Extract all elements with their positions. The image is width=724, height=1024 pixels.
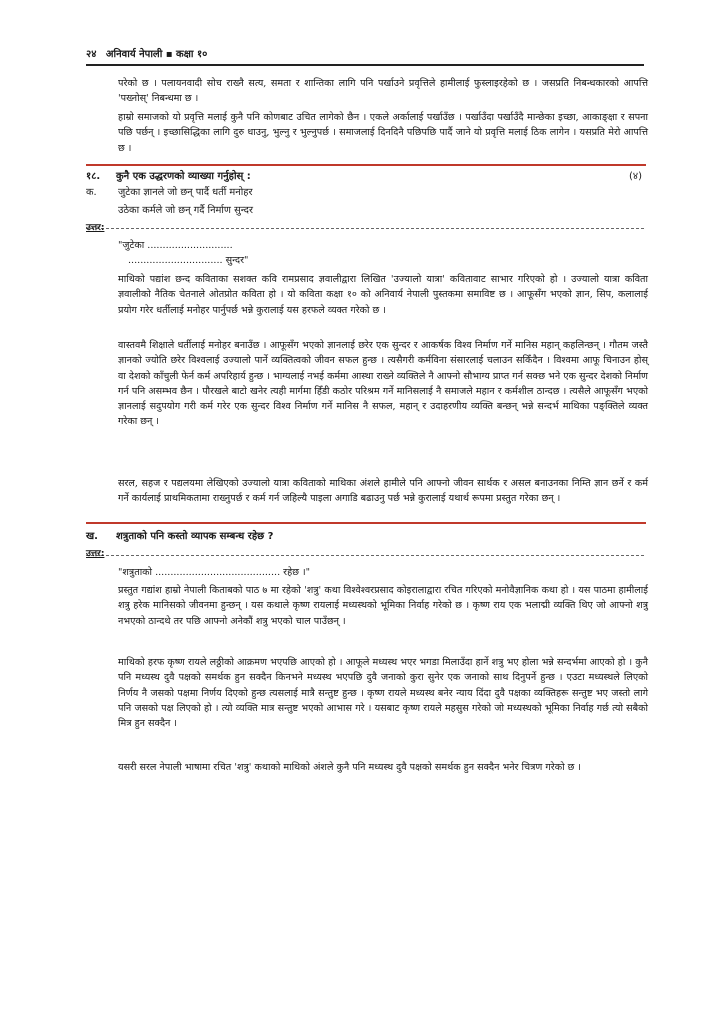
section-rule-kha [86, 522, 646, 524]
question-18 [86, 168, 642, 182]
question-kha-text: शत्रुताको पनि कस्तो व्यापक सम्बन्ध रहेछ ? [116, 531, 274, 542]
page-header [86, 46, 642, 64]
verse-line-2: उठेका कर्मले जो छन् गर्दै निर्माण सुन्दर [118, 205, 253, 216]
question-text: कुनै एक उद्धरणको व्याख्या गर्नुहोस् : [116, 171, 251, 182]
answer-kha-paragraph-1: प्रस्तुत गद्यांश हाम्रो नेपाली किताबको पाठ ७ मा रहेको 'शत्रु' कथा विश्वेश्वरप्रसाद कोइरालाद्वारा रचित गरिएको मनोवैज्ञानिक कथा हो । यस पाठमा हामीलाई शत्रु हरेक मानिसको जीवनमा हुन्छन् । यस कथाले कृष्ण रायलाई मध्यस्थको भूमिका निर्वाह गरेको छ । कृष्ण राय एक भलाद्मी व्यक्ति थिए जो आफ्नो शत्रु नभएको ठान्दथे तर पछि आफ्नो अनेकौं शत्रु भएको चाल पाउँछन् । [118, 585, 648, 627]
part-ka-label: क. [86, 187, 97, 198]
answer-label-ka: उत्तर: [86, 223, 105, 233]
answer-label-kha: उत्तर: [86, 549, 105, 559]
page-number: २४ [86, 49, 97, 60]
quote-end-ka: ............................... सुन्दर" [128, 255, 249, 266]
question-marks: (४) [628, 171, 642, 182]
quote-start-ka: "जुटेका ............................ [118, 240, 233, 251]
book-title: अनिवार्य नेपाली ▪ कक्षा १० [105, 49, 208, 60]
answer-rule-ka [86, 228, 644, 229]
header-rule [86, 64, 644, 66]
question-kha [86, 528, 642, 542]
answer-rule-kha [86, 555, 644, 556]
answer-ka-paragraph-3: सरल, सहज र पद्यलयमा लेखिएको उज्यालो यात्रा कविताको माथिका अंशले हामीले पनि आफ्नो जीवन सार्थक र असल बनाउनका निम्ति ज्ञान छर्ने र कर्म गर्ने कार्यलाई प्राथमिकतामा राख्नुपर्छ र कर्म गर्न जहिल्यै पाइला अगाडि बढाउनु पर्छ भन्ने कुरालाई यथार्थ रूपमा प्रस्तुत गरेका छन् । [118, 478, 648, 505]
part-kha-label: ख. [86, 531, 98, 542]
answer-ka-paragraph-1: माथिको पद्यांश छन्द कविताका सशक्त कवि रामप्रसाद ज्ञवालीद्वारा लिखित 'उज्यालो यात्रा' कवितावाट साभार गरिएको हो । उज्यालो यात्रा कविता ज्ञवालीको नैतिक चेतनाले ओतप्रोत कविता हो । यो कविता कक्षा १० को अनिवार्य नेपाली पुस्तकमा समाविष्ट छ । आफूसँग भएको ज्ञान, सिप, कलालाई प्रयोग गरेर धर्तीलाई मनोहर पार्नुपर्छ भन्ने कुरालाई यस हरफले व्यक्त गरेको छ । [118, 274, 648, 316]
answer-kha-paragraph-2: माथिको हरफ कृष्ण रायले लठ्ठीको आक्रमण भएपछि आएको हो । आफूले मध्यस्थ भएर भगडा मिलाउँदा हार्ने शत्रु भए होला भन्ने सन्दर्भमा आएको हो । कुनै पनि मध्यस्थ दुवै पक्षको समर्थक हुन सक्दैन किनभने मध्यस्थ भएपछि दुवै जनाको कुरा सुनेर एक जनाको साथ दिनुपर्ने हुन्छ । एउटा मध्यस्थले लिएको निर्णय नै जसको पक्षमा निर्णय दिएको हुन्छ त्यसलाई मात्रै सन्तुष्ट हुन्छ । कृष्ण रायले मध्यस्थ बनेर न्याय दिंदा दुवै पक्षका व्यक्तिहरू सन्तुष्ट भए जस्तो लागे पनि जसको पक्ष लिएको हो । त्यो व्यक्ति मात्र सन्तुष्ट भएको आभास गरे । यसबाट कृष्ण रायले महसुस गरेको जो मध्यस्थको भूमिका निर्वाह गर्छ त्यो सबैको मित्र हुन सक्दैन । [118, 657, 648, 730]
question-number: १८. [86, 171, 101, 182]
intro-paragraph-2: हाम्रो समाजको यो प्रवृत्ति मलाई कुनै पनि कोणबाट उचित लागेको छैन । एकले अर्कालाई पर्खाउँछ । पर्खाउँदा पर्खाउँदै मान्छेका इच्छा, आकाङ्क्षा र सपना पछि पर्छन् । इच्छासिद्धिका लागि दुरु धाउनु, भुल्नु र भुल्नुपर्छ । समाजलाई दिनदिनै पछिपछि पार्दै जाने यो प्रवृत्ति मलाई ठिक लागेन । यसप्रति मेरो आपत्ति छ । [118, 112, 648, 154]
quote-kha: "शत्रुताको ......................................... रहेछ ।" [118, 567, 311, 578]
answer-kha-paragraph-3: यसरी सरल नेपाली भाषामा रचित 'शत्रु' कथाको माथिको अंशले कुनै पनि मध्यस्थ दुवै पक्षको समर्थक हुन सक्दैन भनेर चित्रण गरेको छ । [118, 762, 582, 773]
section-rule-q18 [86, 164, 646, 166]
intro-paragraph-1: परेको छ । पलायनवादी सोच राख्नै सत्य, समता र शान्तिका लागि पनि पर्खाउने प्रवृत्तिले हामीलाई फुस्लाइरहेको छ । जसप्रति निबन्धकारको आपत्ति 'पख्नोस्' निबन्धमा छ । [118, 78, 648, 105]
answer-ka-paragraph-2: वास्तवमै शिक्षाले धर्तीलाई मनोहर बनाउँछ । आफूसँग भएको ज्ञानलाई छरेर एक सुन्दर र आकर्षक विश्व निर्माण गर्ने मानिस महान् कहलिन्छन् । गौतम जस्तै ज्ञानको ज्योति छरेर विश्वलाई उज्यालो पार्ने व्यक्तित्वको जीवन सफल हुन्छ । त्यसैगरी कर्मविना संसारलाई चलाउन सकिँदैन । विश्वमा आफू चिनाउन होस् वा देशको काँचुली फेर्न कर्म अपरिहार्य हुन्छ । भाग्यलाई नभई कर्ममा आस्था राख्ने व्यक्तिले नै आफ्नो सौभाग्य प्राप्त गर्न सक्छ भने एक सुन्दर देशको निर्माण गर्न पनि असम्भव छैन । पौरखले बाटो खनेर त्यही मार्गमा हिँडी कठोर परिश्रम गर्ने मानिसलाई नै समाजले महान र कर्मशील ठान्दछ । त्यसैले आफूसँग भएको ज्ञानलाई सदुपयोग गरी कर्म गरेर एक सुन्दर विश्व निर्माण गर्ने मानिस नै सफल, महान् र उदाहरणीय व्यक्ति बन्छन् भन्ने सन्दर्भ माथिका पङ्क्तिले व्यक्त गरेका छन् । [118, 340, 648, 428]
verse-line-1: जुटेका ज्ञानले जो छन् पार्दै धर्ती मनोहर [118, 187, 253, 198]
